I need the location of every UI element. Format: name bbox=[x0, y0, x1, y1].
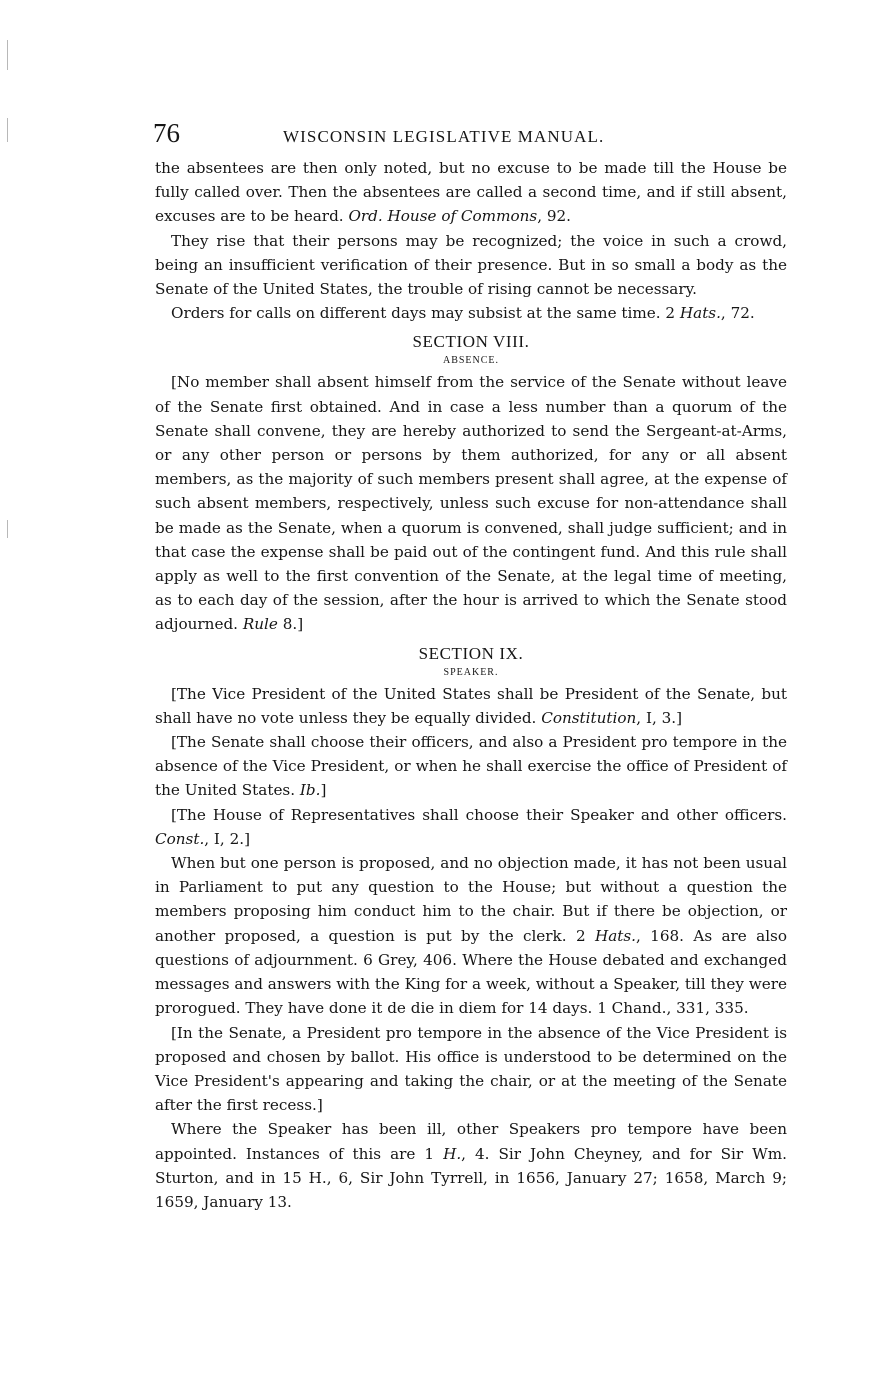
page-number: 76 bbox=[153, 118, 180, 148]
paragraph: Where the Speaker has been ill, other Speakers pro tempore have been appointed. Instances of this are 1 H., 4. Sir John Cheyney, and for Sir Wm. Sturton, and in 15 H., 6, Sir John Tyrrell, in 1656, January 27; 1658, March 9; 1659, January 13. bbox=[155, 1120, 787, 1211]
citation: Ib. bbox=[299, 781, 321, 800]
section-heading: SECTION VIII. bbox=[412, 332, 530, 352]
paragraph: Orders for calls on different days may subsist at the same time. 2 Hats., 72. bbox=[171, 304, 755, 323]
citation: Const. bbox=[155, 829, 205, 848]
paragraph: [The House of Representatives shall choose their Speaker and other officers. Const., I, 2.] bbox=[155, 805, 787, 848]
section-subheading: SPEAKER. bbox=[443, 666, 499, 678]
paragraph: When but one person is proposed, and no objection made, it has not been usual in Parliament to put any question to the House; but without a question the members proposing him conduct him to the chair. But if there be objection, or another proposed, a question is put by the clerk. 2 Hats., 168. As are also questions of adjournment. 6 Grey, 406. Where the House debated and exchanged messages and answers with the King for a week, without a Speaker, till they were prorogued. They have done it de die in diem for 14 days. 1 Chand., 331, 335. bbox=[155, 854, 787, 1018]
section-heading: SECTION IX. bbox=[418, 643, 524, 663]
citation: Constitution bbox=[541, 708, 637, 727]
page-header bbox=[155, 118, 787, 156]
citation: Rule bbox=[242, 615, 278, 634]
citation: Ord. House of Commons bbox=[348, 207, 538, 226]
paragraph: [The Vice President of the United States shall be President of the Senate, but shall have no vote unless they be equally divided. Constitution, I, 3.] bbox=[155, 684, 787, 727]
paragraph: [The Senate shall choose their officers, and also a President pro tempore in the absence of the Vice President, or when he shall exercise the office of President of the United States. Ib.] bbox=[155, 733, 787, 800]
scan-edge-mark bbox=[7, 520, 8, 538]
paragraph: the absentees are then only noted, but no excuse to be made till the House be fully called over. Then the absentees are called a second time, and if still absent, excuses are to be heard. Ord. House of Commons, 92. bbox=[155, 159, 787, 226]
section-subheading: ABSENCE. bbox=[442, 355, 500, 367]
paragraph: [In the Senate, a President pro tempore in the absence of the Vice President is proposed and chosen by ballot. His office is understood to be determined on the Vice President's appearing and taking the chair, or at the meeting of the Senate after the first recess.] bbox=[155, 1023, 787, 1115]
citation: Hats. bbox=[594, 926, 636, 945]
scan-edge-mark bbox=[7, 118, 8, 142]
citation: H. bbox=[443, 1144, 462, 1163]
paragraph: They rise that their persons may be recognized; the voice in such a crowd, being an insufficient verification of their presence. But in so small a body as the Senate of the United States, the trouble of rising cannot be necessary. bbox=[155, 231, 787, 299]
scan-edge-mark bbox=[7, 40, 8, 70]
paragraph: [No member shall absent himself from the service of the Senate without leave of the Senate first obtained. And in case a less number than a quorum of the Senate shall convene, they are hereby authorized to send the Sergeant-at-Arms, or any other person or persons by them authorized, for any or all absent members, as the majority of such members present shall agree, at the expense of such absent members, respectively, unless such excuse for non-attendance shall be made as the Senate, when a quorum is convened, shall judge sufficient; and in that case the expense shall be paid out of the contingent fund. And this rule shall apply as well to the first convention of the Senate, at the legal time of meeting, as to each day of the session, after the hour is arrived to which the Senate stood adjourned. Rule 8.] bbox=[155, 373, 787, 634]
citation: Hats. bbox=[679, 304, 721, 323]
running-title: WISCONSIN LEGISLATIVE MANUAL. bbox=[283, 127, 605, 146]
book-page bbox=[155, 118, 787, 1214]
